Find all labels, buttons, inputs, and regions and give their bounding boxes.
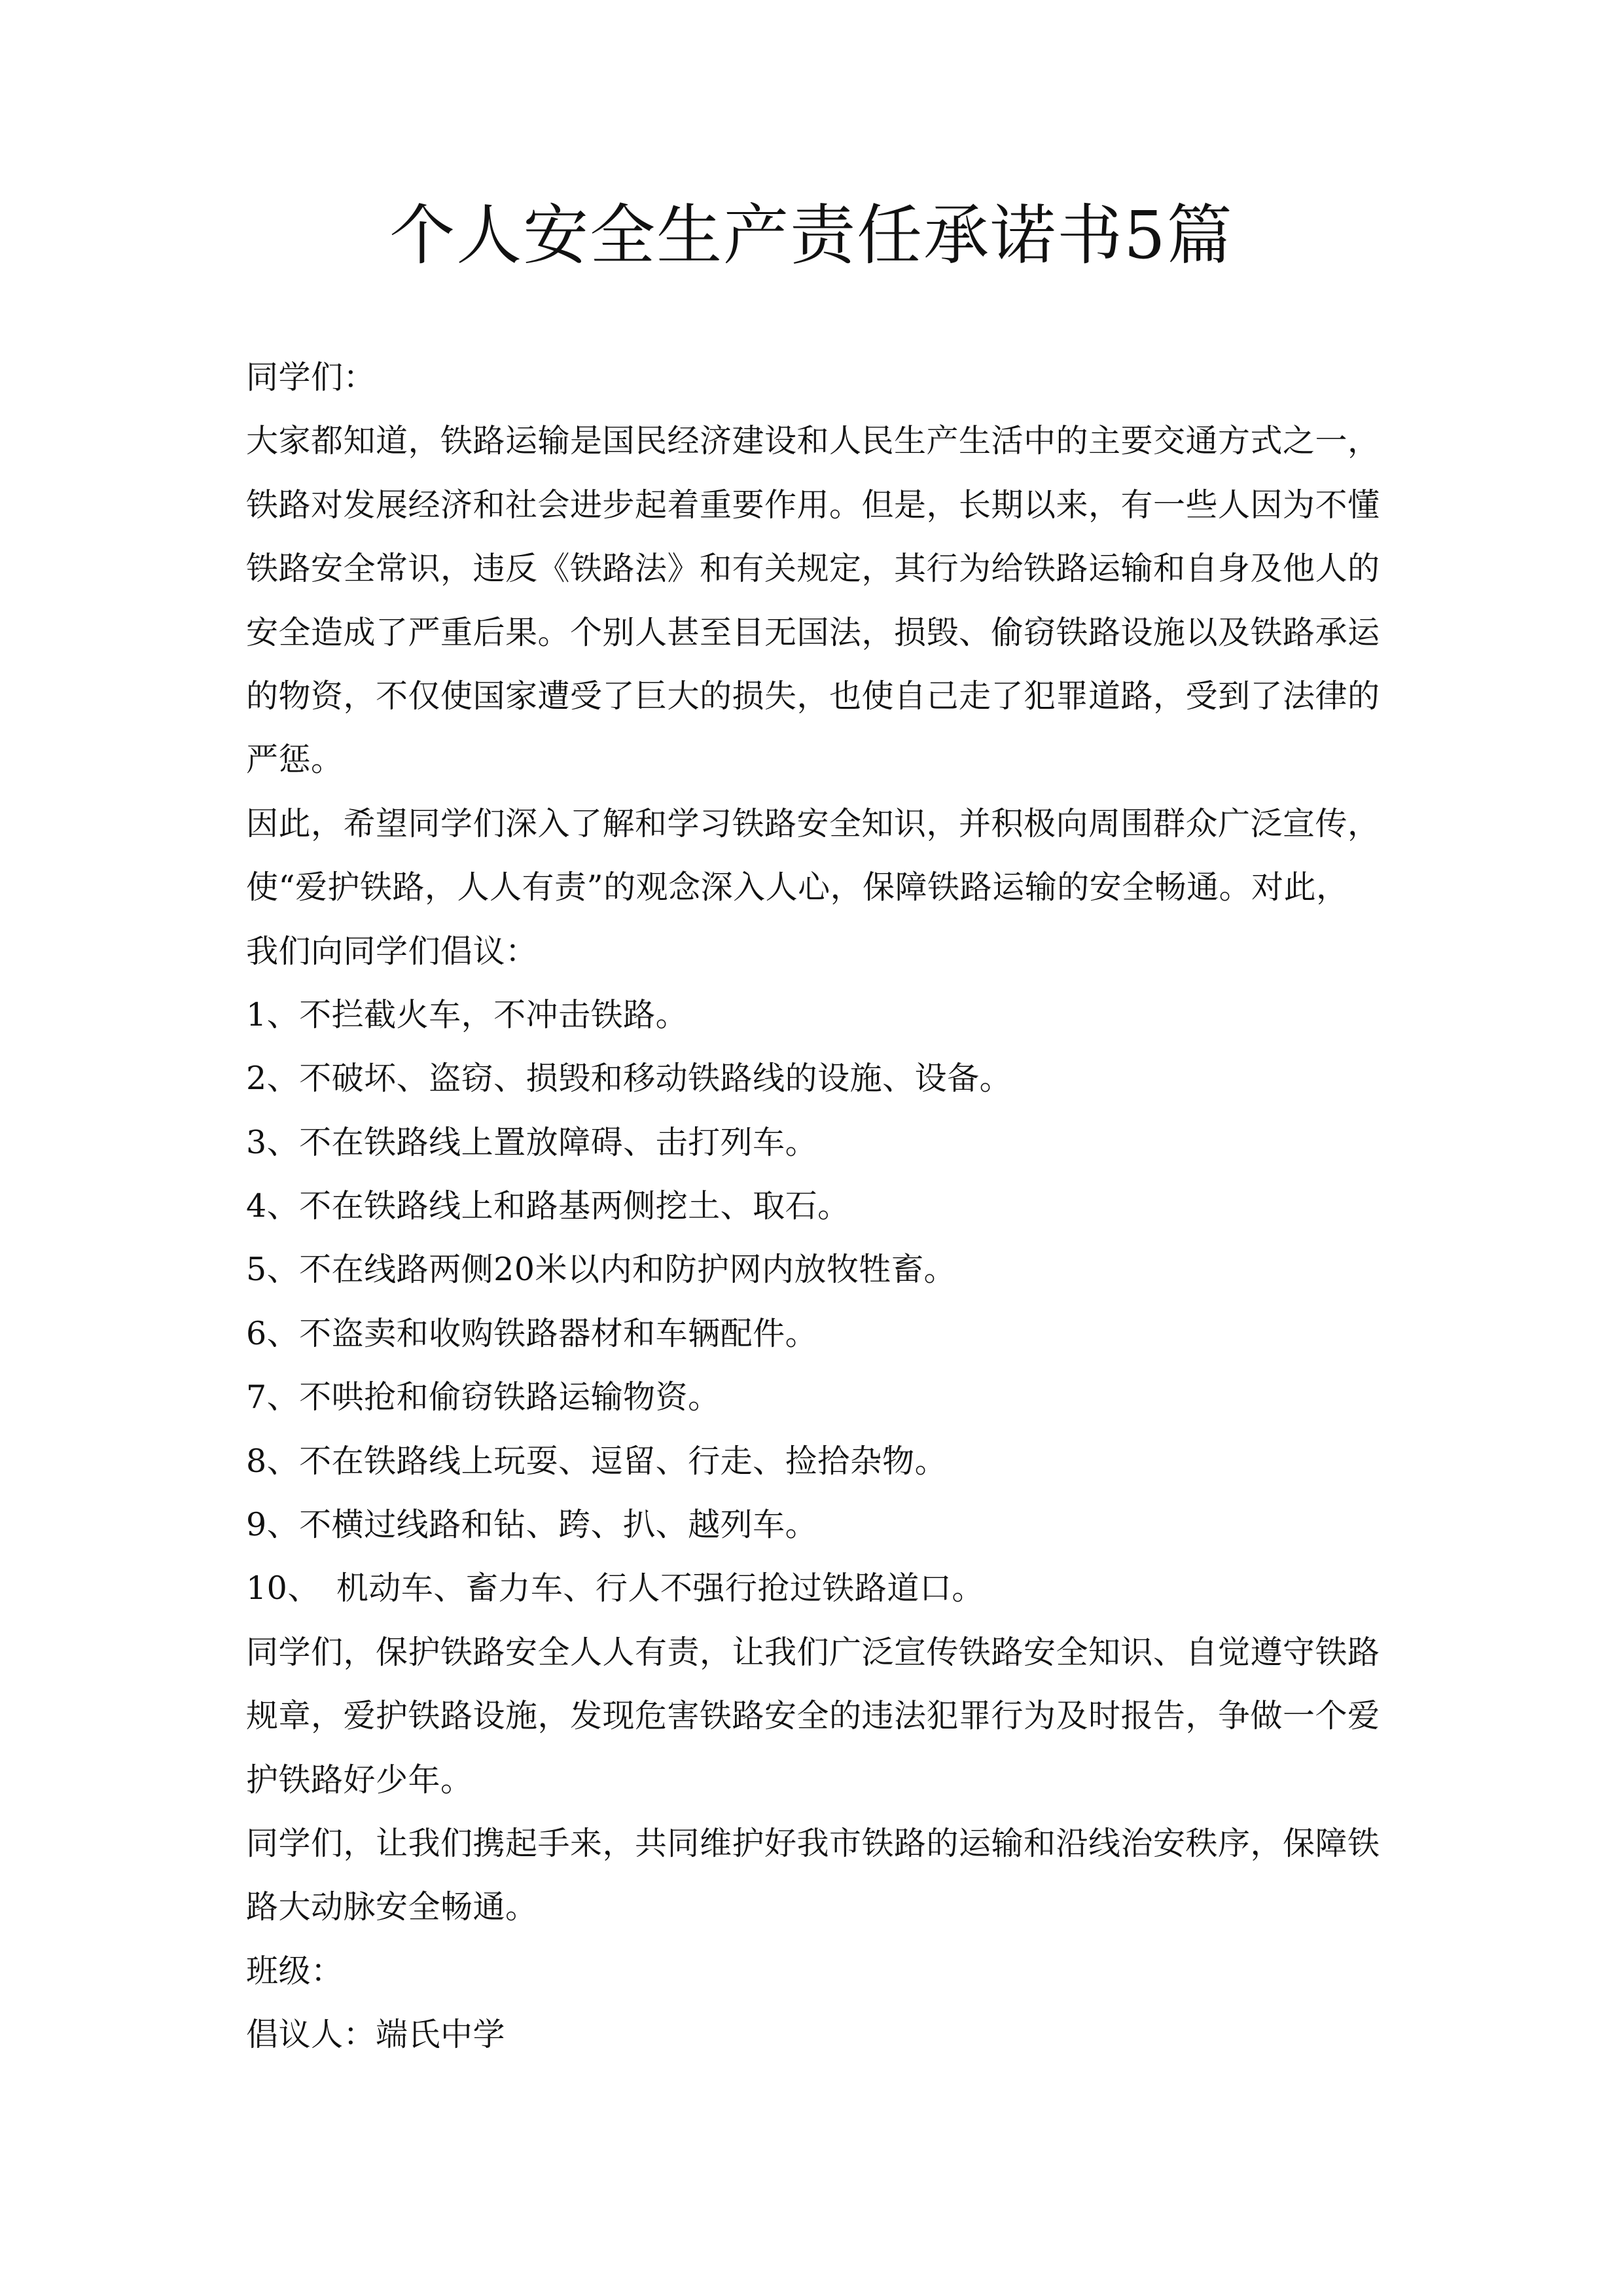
text-line: 同学们，让我们携起手来，共同维护好我市铁路的运输和沿线治安秩序，保障铁: [246, 1824, 1380, 1862]
text-line: 大家都知道，铁路运输是国民经济建设和人民生产生活中的主要交通方式之一，: [246, 422, 1380, 460]
text-line: 路大动脉安全畅通。: [246, 1888, 538, 1926]
text-line: 同学们，保护铁路安全人人有责，让我们广泛宣传铁路安全知识、自觉遵守铁路: [246, 1633, 1380, 1671]
text-line: 班级：: [246, 1952, 344, 1990]
text-line: 使“爱护铁路，人人有责”的观念深入人心，保障铁路运输的安全畅通。对此，: [246, 869, 1349, 906]
text-line: 倡议人：端氏中学: [246, 2016, 506, 2054]
text-line: 护铁路好少年。: [246, 1761, 473, 1799]
text-line: 8、不在铁路线上玩耍、逗留、行走、捡拾杂物。: [246, 1442, 948, 1480]
text-line: 严惩。: [246, 741, 344, 779]
text-line: 安全造成了严重后果。个别人甚至目无国法，损毁、偷窃铁路设施以及铁路承运: [246, 613, 1380, 651]
text-line: 因此，希望同学们深入了解和学习铁路安全知识，并积极向周围群众广泛宣传，: [246, 804, 1380, 842]
text-line: 规章，爱护铁路设施，发现危害铁路安全的违法犯罪行为及时报告，争做一个爱: [246, 1697, 1380, 1735]
text-line: 5、不在线路两侧20米以内和防护网内放牧牲畜。: [246, 1251, 957, 1289]
text-line: 9、不横过线路和钻、跨、扒、越列车。: [246, 1506, 818, 1544]
document-title: 个人安全生产责任承诺书5篇: [389, 197, 1234, 274]
text-line: 2、不破坏、盗窃、损毁和移动铁路线的设施、设备。: [246, 1060, 1012, 1098]
text-line: 7、不哄抢和偷窃铁路运输物资。: [246, 1378, 721, 1416]
text-line: 1、不拦截火车，不冲击铁路。: [246, 996, 688, 1033]
text-line: 铁路安全常识，违反《铁路法》和有关规定，其行为给铁路运输和自身及他人的: [246, 550, 1380, 588]
text-line: 的物资，不仅使国家遭受了巨大的损失，也使自己走了犯罪道路，受到了法律的: [246, 677, 1380, 715]
text-line: 同学们：: [246, 359, 376, 396]
text-line: 10、 机动车、畜力车、行人不强行抢过铁路道口。: [246, 1570, 984, 1607]
text-line: 6、不盗卖和收购铁路器材和车辆配件。: [246, 1314, 818, 1352]
document-body: [246, 346, 1404, 2067]
text-line: 我们向同学们倡议：: [246, 932, 538, 970]
text-line: 3、不在铁路线上置放障碍、击打列车。: [246, 1123, 818, 1161]
text-line: 铁路对发展经济和社会进步起着重要作用。但是，长期以来，有一些人因为不懂: [246, 486, 1380, 524]
text-line: 4、不在铁路线上和路基两侧挖土、取石。: [246, 1187, 850, 1225]
